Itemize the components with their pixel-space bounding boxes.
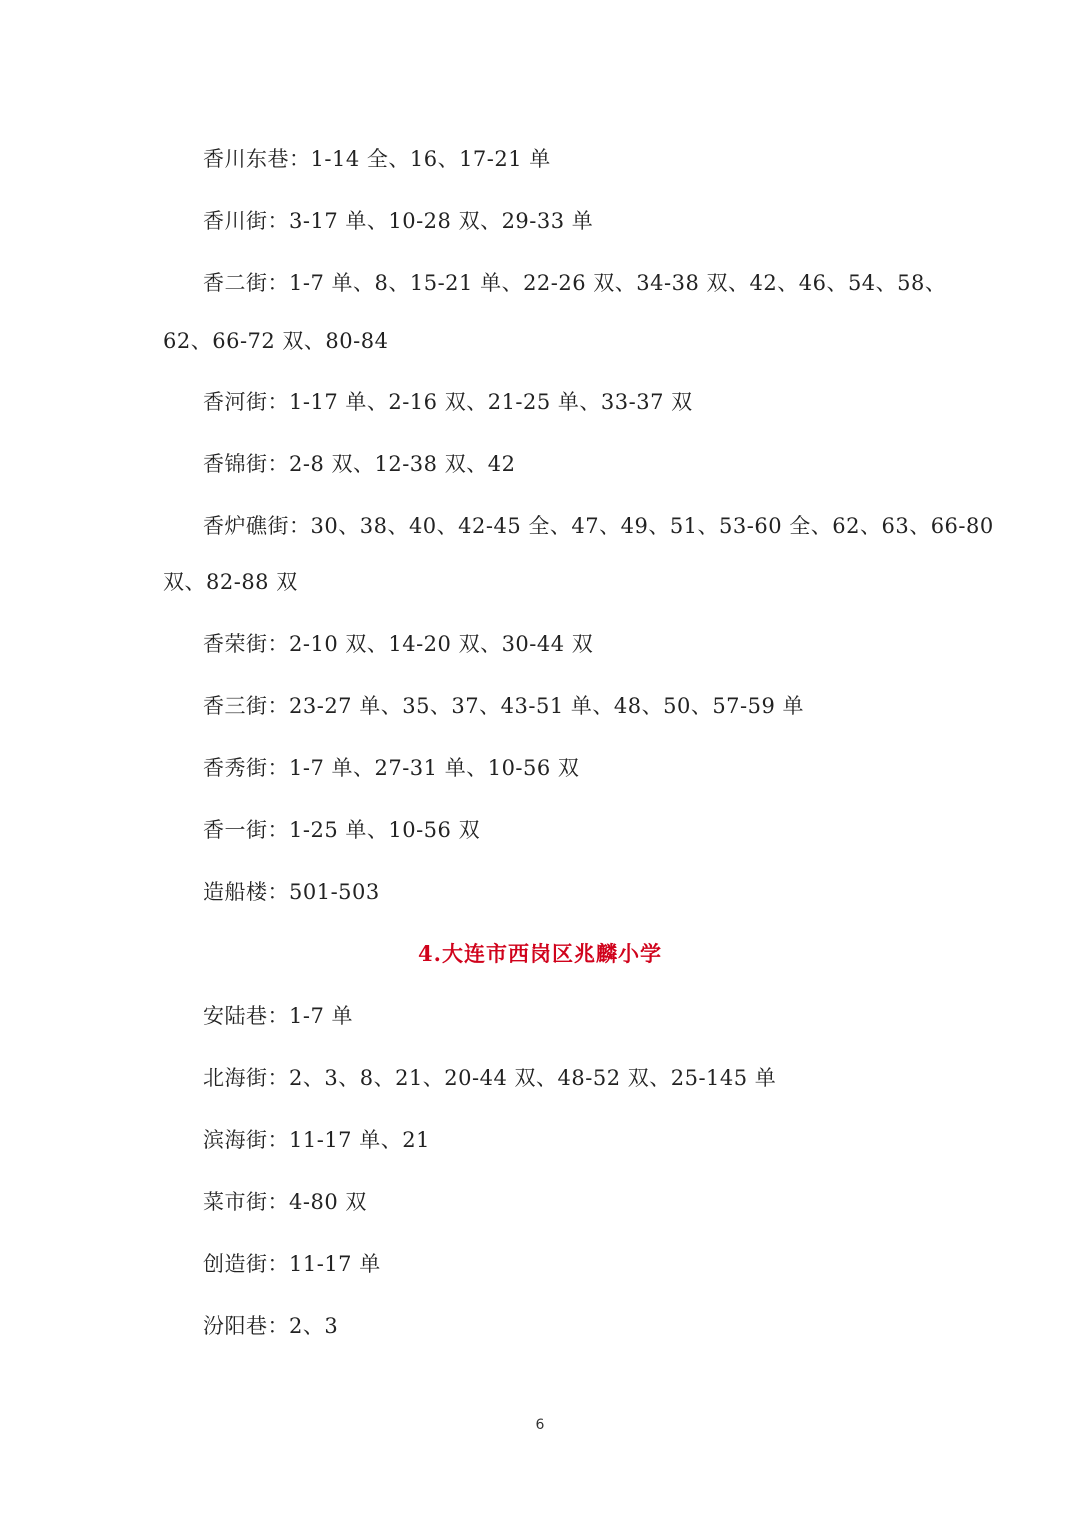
street-entry: 香荣街：2-10 双、14-20 双、30-44 双: [203, 632, 594, 656]
street-entry: 香川东巷：1-14 全、16、17-21 单: [203, 147, 551, 171]
section-heading: 4.大连市西岗区兆麟小学: [418, 941, 662, 966]
street-entry: 北海街：2、3、8、21、20-44 双、48-52 双、25-145 单: [203, 1066, 777, 1090]
street-entry: 创造街：11-17 单: [203, 1252, 381, 1276]
street-entry: 安陆巷：1-7 单: [203, 1004, 353, 1028]
street-entry-continuation: 62、66-72 双、80-84: [163, 329, 389, 353]
street-entry: 汾阳巷：2、3: [203, 1314, 339, 1338]
street-entry: 香秀街：1-7 单、27-31 单、10-56 双: [203, 756, 580, 780]
street-entry: 菜市街：4-80 双: [203, 1190, 367, 1214]
street-entry: 香炉礁街：30、38、40、42-45 全、47、49、51、53-60 全、62、63、66-80: [203, 514, 994, 538]
street-entry: 香川街：3-17 单、10-28 双、29-33 单: [203, 209, 594, 233]
street-entry: 香一街：1-25 单、10-56 双: [203, 818, 481, 842]
street-entry-continuation: 双、82-88 双: [163, 570, 298, 594]
page-number: 6: [535, 1417, 545, 1433]
street-entry: 香三街：23-27 单、35、37、43-51 单、48、50、57-59 单: [203, 694, 805, 718]
street-entry: 香二街：1-7 单、8、15-21 单、22-26 双、34-38 双、42、46、54、58、: [203, 271, 947, 295]
street-entry: 香锦街：2-8 双、12-38 双、42: [203, 452, 516, 476]
street-entry: 香河街：1-17 单、2-16 双、21-25 单、33-37 双: [203, 390, 693, 414]
street-entry: 滨海街：11-17 单、21: [203, 1128, 430, 1152]
street-entry: 造船楼：501-503: [203, 880, 380, 904]
